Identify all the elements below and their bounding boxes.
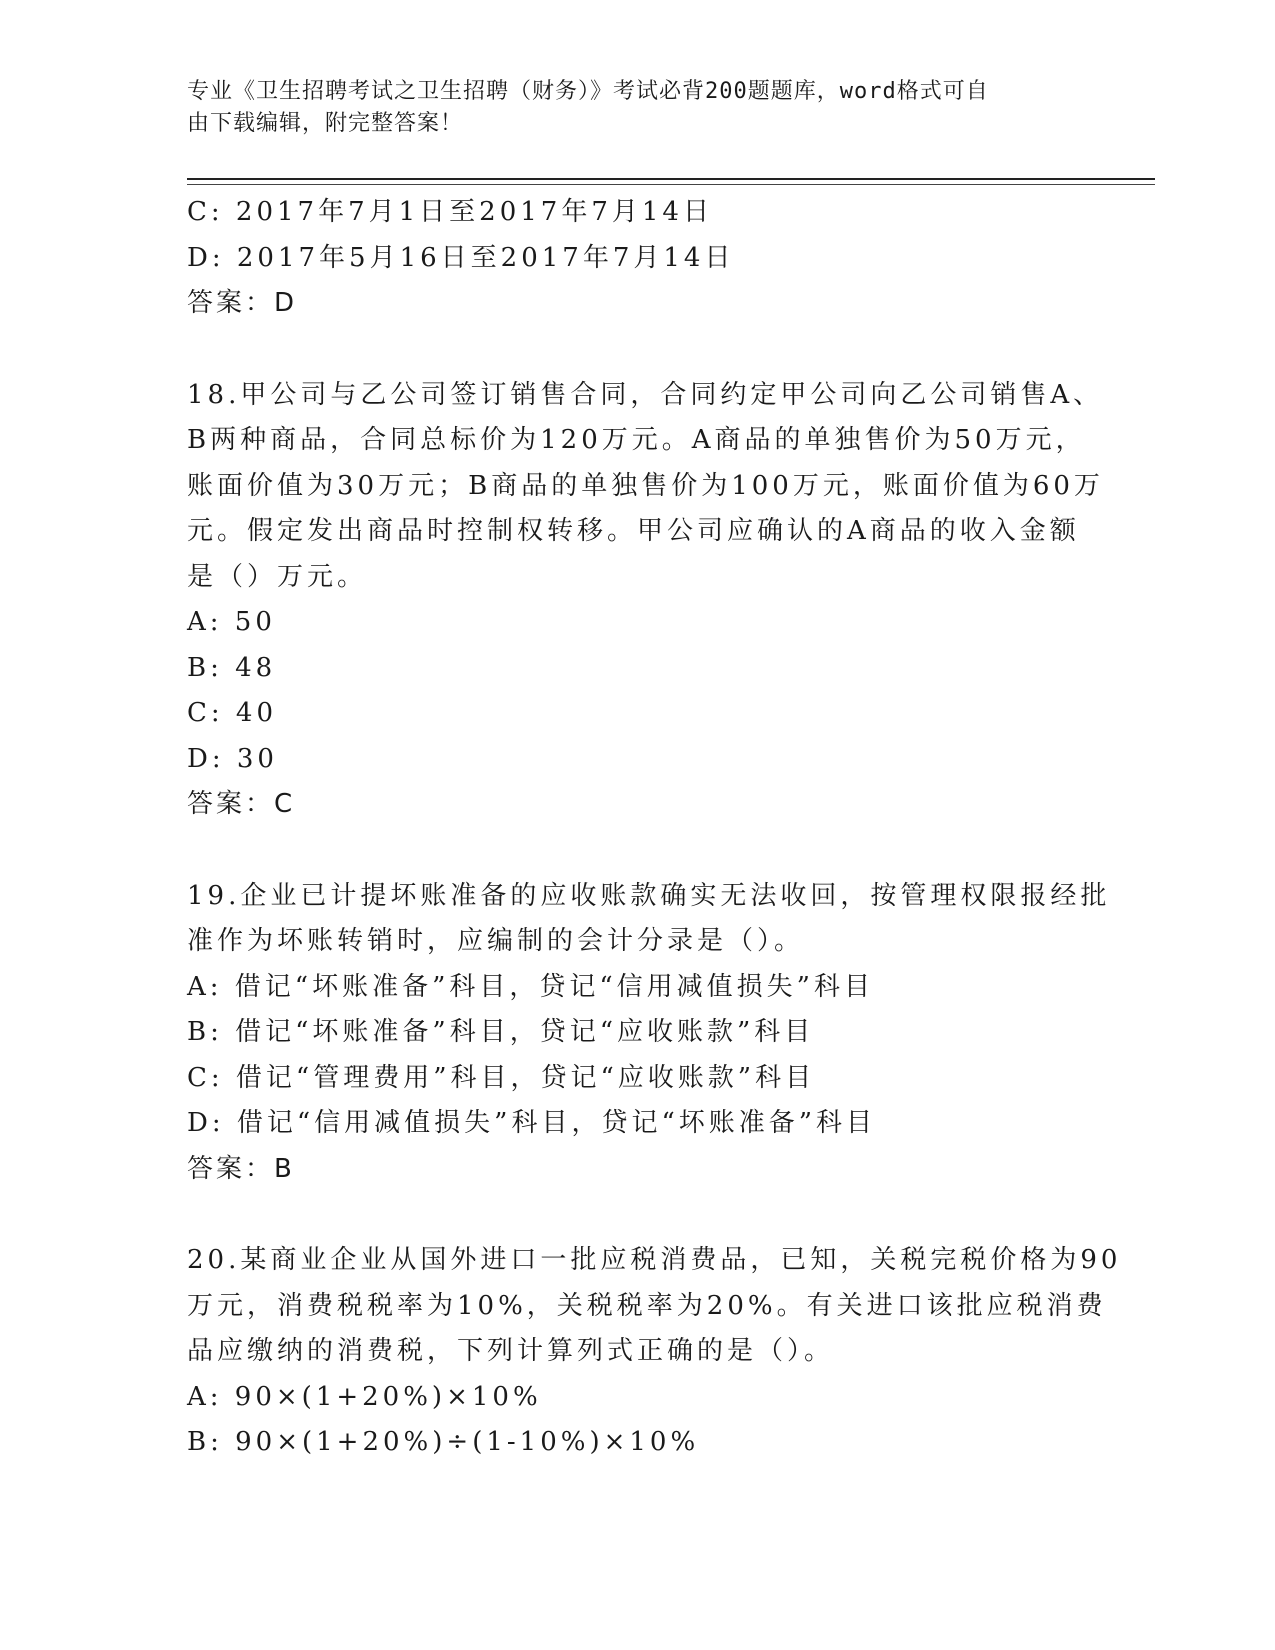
- question-content: [187, 190, 1122, 1466]
- question-stem-line: 是（）万元。: [187, 561, 368, 592]
- header-title-line-1: 专业《卫生招聘考试之卫生招聘（财务）》考试必背200题题库，word格式可自: [187, 79, 989, 104]
- option-b: B: 90×(1+20%)÷(1-10%)×10%: [187, 1427, 700, 1457]
- question-spacer: [187, 327, 1087, 373]
- header-divider-thick: [187, 178, 1155, 180]
- option-c: C: 2017年7月1日至2017年7月14日: [187, 197, 713, 227]
- question-spacer: [187, 828, 1087, 874]
- question-stem-line: 19.企业已计提坏账准备的应收账款确实无法收回，按管理权限报经批: [187, 880, 1111, 911]
- question-stem-line: 元。假定发出商品时控制权转移。甲公司应确认的A商品的收入金额: [187, 516, 1080, 546]
- question-stem-line: 万元，消费税税率为10%，关税税率为20%。有关进口该批应税消费: [187, 1290, 1107, 1321]
- question-20: [187, 1238, 1122, 1466]
- answer-line: 答案：D: [187, 288, 298, 318]
- question-spacer: [187, 1192, 1087, 1238]
- header-title-line-2: 由下载编辑，附完整答案！: [187, 111, 464, 136]
- question-stem-line: 准作为坏账转销时，应编制的会计分录是（）。: [187, 926, 805, 956]
- answer-line: 答案：C: [187, 789, 296, 819]
- header-divider-thin: [187, 184, 1155, 185]
- option-b: B: 借记“坏账准备”科目，贷记“应收账款”科目: [187, 1017, 815, 1047]
- question-17-tail: [187, 190, 1087, 327]
- question-stem-line: 账面价值为30万元；B商品的单独售价为100万元，账面价值为60万: [187, 470, 1104, 501]
- question-stem-line: B两种商品，合同总标价为120万元。A商品的单独售价为50万元，: [187, 425, 1086, 455]
- option-a: A: 借记“坏账准备”科目，贷记“信用减值损失”科目: [187, 971, 874, 1002]
- option-c: C: 40: [187, 698, 278, 728]
- option-d: D: 2017年5月16日至2017年7月14日: [187, 242, 735, 273]
- answer-line: 答案：B: [187, 1153, 295, 1184]
- question-18: [187, 373, 1104, 828]
- option-d: D: 借记“信用减值损失”科目，贷记“坏账准备”科目: [187, 1108, 877, 1138]
- option-b: B: 48: [187, 652, 277, 683]
- question-stem-line: 18.甲公司与乙公司签订销售合同，合同约定甲公司向乙公司销售A、: [187, 379, 1104, 410]
- option-a: A: 90×(1+20%)×10%: [187, 1381, 542, 1412]
- option-c: C: 借记“管理费用”科目，贷记“应收账款”科目: [187, 1062, 816, 1093]
- document-header: [187, 76, 1077, 140]
- option-a: A: 50: [187, 607, 276, 637]
- question-stem-line: 品应缴纳的消费税，下列计算列式正确的是（）。: [187, 1336, 835, 1366]
- option-d: D: 30: [187, 743, 278, 774]
- question-19: [187, 874, 1111, 1193]
- question-stem-line: 20.某商业企业从国外进口一批应税消费品，已知，关税完税价格为90: [187, 1245, 1122, 1275]
